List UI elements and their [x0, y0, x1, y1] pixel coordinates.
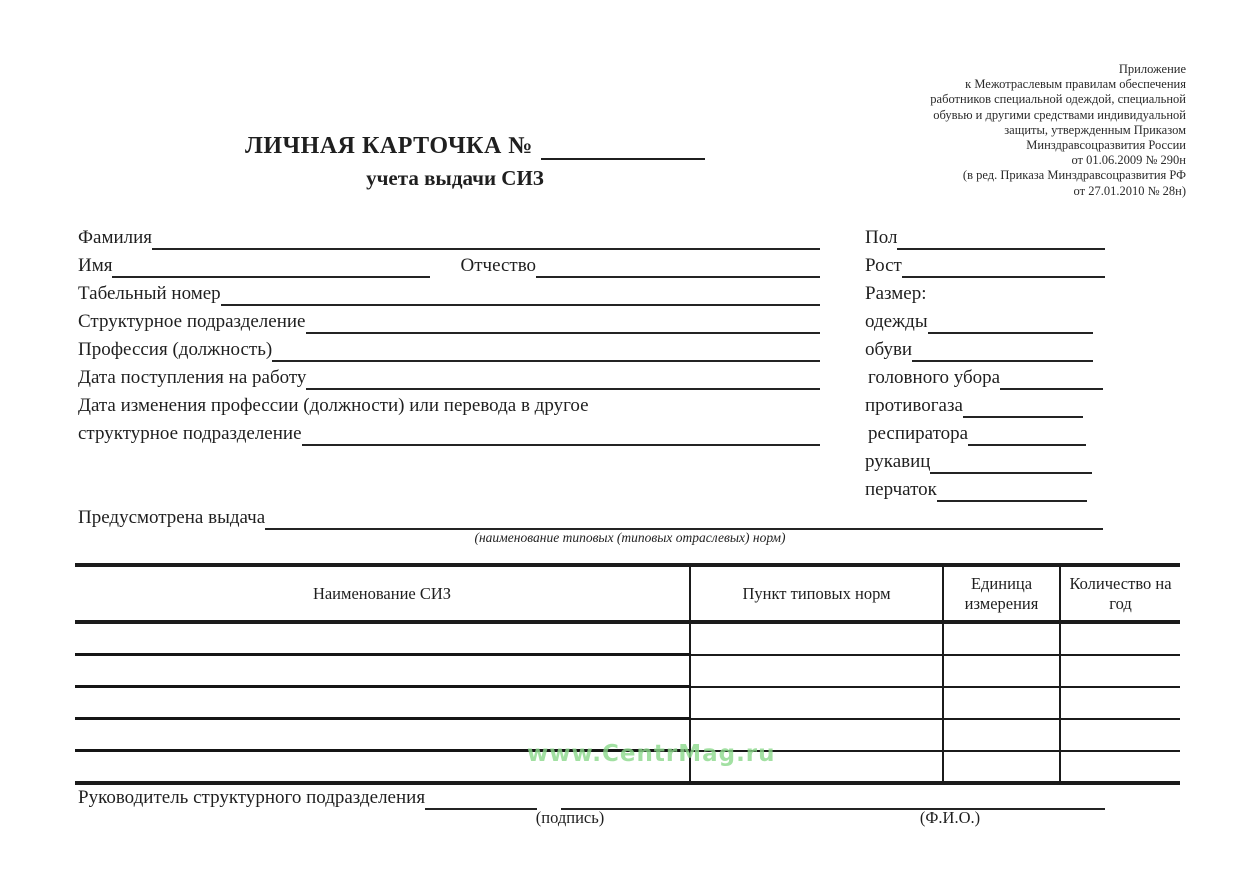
profession-label: Профессия (должность) — [78, 339, 273, 360]
field-row-mittens-size — [865, 448, 1092, 474]
field-row-headgear-size — [868, 364, 1103, 390]
cell-unit — [943, 687, 1060, 719]
height-blank — [902, 254, 1105, 278]
department-label: Структурное подразделение — [78, 311, 306, 332]
appendix-line: работников специальной одеждой, специальной — [930, 92, 1186, 107]
field-row-change-line1 — [78, 392, 820, 418]
size-heading-label: Размер: — [865, 283, 927, 304]
header-siz-name: Наименование СИЗ — [75, 565, 690, 622]
signature-caption: (подпись) — [535, 808, 605, 827]
cell-qty — [1060, 751, 1180, 784]
field-row-respirator-size — [868, 420, 1086, 446]
head-of-department-label: Руководитель структурного подразделения — [78, 787, 426, 808]
height-label: Рост — [865, 255, 902, 276]
appendix-line: от 27.01.2010 № 28н) — [1073, 183, 1186, 198]
hire-date-blank — [306, 366, 820, 390]
change-department-blank — [302, 422, 820, 446]
cell-siz-name — [75, 687, 690, 719]
form-title-text: ЛИЧНАЯ КАРТОЧКА № — [245, 133, 533, 159]
field-row-name-patronymic — [78, 252, 820, 278]
gloves-size-blank — [937, 478, 1087, 502]
respirator-size-blank — [968, 422, 1086, 446]
surname-blank — [152, 226, 820, 250]
personnel-number-blank — [221, 282, 820, 306]
clothing-size-blank — [928, 310, 1093, 334]
footwear-size-blank — [912, 338, 1093, 362]
appendix-note — [846, 62, 1186, 199]
cell-qty — [1060, 719, 1180, 751]
change-department-label: структурное подразделение — [78, 423, 302, 444]
sex-blank — [897, 226, 1105, 250]
table-header-row — [75, 565, 1180, 622]
table-row — [75, 622, 1180, 655]
clothing-size-label: одежды — [865, 311, 928, 332]
patronymic-blank — [536, 254, 820, 278]
mittens-size-label: рукавиц — [865, 451, 931, 472]
field-row-surname — [78, 224, 820, 250]
cell-norm-item — [690, 622, 943, 655]
field-row-footwear-size — [865, 336, 1093, 362]
cell-siz-name — [75, 622, 690, 655]
appendix-line: от 01.06.2009 № 290н — [1071, 153, 1186, 168]
field-row-gas-mask-size — [865, 392, 1083, 418]
full-name-caption: (Ф.И.О.) — [919, 808, 981, 827]
cell-qty — [1060, 655, 1180, 687]
form-title-line1 — [245, 133, 705, 160]
cell-qty — [1060, 687, 1180, 719]
field-row-gloves-size — [865, 476, 1087, 502]
field-row-profession — [78, 336, 820, 362]
cell-unit — [943, 751, 1060, 784]
cell-unit — [943, 622, 1060, 655]
cell-norm-item — [690, 687, 943, 719]
table-row — [75, 655, 1180, 687]
field-row-change-line2 — [78, 420, 820, 446]
personnel-number-label: Табельный номер — [78, 283, 221, 304]
issue-caption: (наименование типовых (типовых отраслевых) норм) — [474, 530, 786, 545]
appendix-line: Минздравсоцразвития России — [1026, 138, 1186, 153]
cell-unit — [943, 655, 1060, 687]
field-row-issue — [78, 504, 1103, 530]
header-unit: Единица измерения — [943, 565, 1060, 622]
field-row-personnel-number — [78, 280, 820, 306]
appendix-line: Приложение — [1118, 62, 1186, 76]
cell-norm-item — [690, 655, 943, 687]
field-row-clothing-size — [865, 308, 1093, 334]
gloves-size-label: перчаток — [865, 479, 937, 500]
appendix-line: обувью и другими средствами индивидуальной — [933, 107, 1186, 122]
issue-blank — [265, 506, 1103, 530]
field-row-hire-date — [78, 364, 820, 390]
table-row — [75, 687, 1180, 719]
field-row-sex — [865, 224, 1105, 250]
field-row-department — [78, 308, 820, 334]
cell-qty — [1060, 622, 1180, 655]
headgear-size-label: головного убора — [868, 367, 1001, 388]
full-name-blank — [561, 786, 1105, 810]
surname-label: Фамилия — [78, 227, 153, 248]
headgear-size-blank — [1000, 366, 1103, 390]
gas-mask-size-label: противогаза — [865, 395, 963, 416]
cell-siz-name — [75, 655, 690, 687]
cell-unit — [943, 719, 1060, 751]
respirator-size-label: респиратора — [868, 423, 969, 444]
issue-label: Предусмотрена выдача — [78, 507, 266, 528]
centrmag-watermark: www.CentrMag.ru — [527, 741, 776, 767]
appendix-line: (в ред. Приказа Минздравсоцразвития РФ — [962, 168, 1186, 183]
signature-blank — [425, 786, 537, 810]
profession-blank — [272, 338, 820, 362]
header-qty-per-year: Количество на год — [1060, 565, 1180, 622]
sex-label: Пол — [865, 227, 898, 248]
spacer — [430, 256, 460, 278]
department-blank — [306, 310, 821, 334]
form-title — [245, 133, 705, 191]
mittens-size-blank — [930, 450, 1092, 474]
gas-mask-size-blank — [963, 394, 1083, 418]
first-name-blank — [112, 254, 430, 278]
header-norm-item: Пункт типовых норм — [690, 565, 943, 622]
hire-date-label: Дата поступления на работу — [78, 367, 307, 388]
card-number-blank — [541, 134, 705, 160]
spacer — [537, 788, 561, 810]
first-name-label: Имя — [78, 255, 113, 276]
footer-signature-row — [78, 784, 1105, 810]
patronymic-label: Отчество — [460, 255, 537, 276]
form-title-line2: учета выдачи СИЗ — [366, 166, 544, 190]
appendix-line: защиты, утвержденным Приказом — [1004, 122, 1186, 137]
change-date-label: Дата изменения профессии (должности) или перевода в другое — [78, 395, 589, 416]
field-row-size-heading — [865, 280, 1105, 306]
footwear-size-label: обуви — [865, 339, 913, 360]
appendix-line: к Межотраслевым правилам обеспечения — [965, 77, 1186, 92]
field-row-height — [865, 252, 1105, 278]
